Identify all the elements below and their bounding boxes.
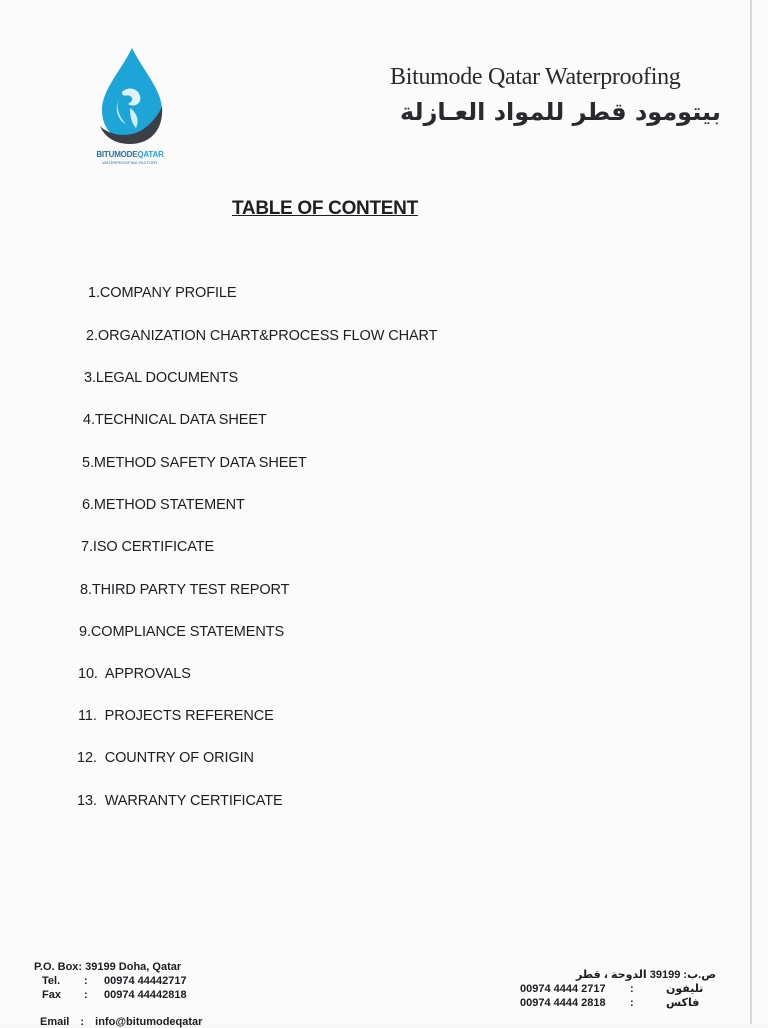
tel-label: Tel. xyxy=(42,975,61,987)
footer-contact-english xyxy=(34,960,187,1002)
toc-item: 11. PROJECTS REFERENCE xyxy=(78,708,274,724)
separator: : xyxy=(84,989,88,1001)
ar-address-row xyxy=(520,968,716,982)
fax-label: Fax xyxy=(42,989,61,1001)
ar-fax-row xyxy=(520,996,716,1010)
toc-item: 2.ORGANIZATION CHART&PROCESS FLOW CHART xyxy=(86,328,438,344)
toc-item: 12. COUNTRY OF ORIGIN xyxy=(77,750,254,766)
email-value: info@bitumodeqatar xyxy=(95,1016,203,1028)
toc-item: 4.TECHNICAL DATA SHEET xyxy=(83,412,267,428)
toc-item: 10. APPROVALS xyxy=(78,666,191,682)
tel-value: 00974 44442717 xyxy=(104,975,187,987)
toc-item: 6.METHOD STATEMENT xyxy=(82,497,245,513)
email-label: Email xyxy=(40,1016,70,1028)
toc-item: 13. WARRANTY CERTIFICATE xyxy=(77,793,283,809)
fax-value: 00974 44442818 xyxy=(104,989,187,1001)
page-edge xyxy=(750,0,752,1024)
separator: : xyxy=(80,1016,85,1028)
ar-fax-label: فاكس xyxy=(666,997,700,1009)
toc-item: 1.COMPANY PROFILE xyxy=(88,285,237,301)
toc-item: 3.LEGAL DOCUMENTS xyxy=(84,370,239,386)
toc-item: 9.COMPLIANCE STATEMENTS xyxy=(79,624,285,640)
ar-tel-row xyxy=(520,982,716,996)
tel-row xyxy=(34,974,187,988)
ar-tel-value: 00974 4444 2717 xyxy=(520,983,606,995)
company-logo xyxy=(88,46,172,165)
company-name-arabic: بيتومود قطر للمواد العـازلة xyxy=(400,98,721,126)
footer-contact-arabic xyxy=(520,968,716,1010)
company-name-english: Bitumode Qatar Waterproofing xyxy=(390,64,681,90)
separator: : xyxy=(630,997,634,1009)
toc-item: 7.ISO CERTIFICATE xyxy=(81,539,215,555)
separator: : xyxy=(84,975,88,987)
ar-tel-label: تليفون xyxy=(666,983,704,995)
water-drop-icon xyxy=(92,46,168,148)
fax-row xyxy=(34,988,187,1002)
ar-fax-value: 00974 4444 2818 xyxy=(520,997,606,1009)
logo-subtext: WATERPROOFING FACTORY xyxy=(102,160,158,165)
email-row xyxy=(40,1016,202,1028)
toc-item: 8.THIRD PARTY TEST REPORT xyxy=(80,582,290,598)
toc-item: 5.METHOD SAFETY DATA SHEET xyxy=(82,455,307,471)
logo-wordmark: BITUMODEQATAR xyxy=(96,150,164,159)
po-box: P.O. Box: 39199 Doha, Qatar xyxy=(34,961,182,973)
page-title: TABLE OF CONTENT xyxy=(232,198,418,219)
separator: : xyxy=(630,983,634,995)
ar-address: ص.ب: 39199 الدوحة ، قطر xyxy=(575,969,716,981)
